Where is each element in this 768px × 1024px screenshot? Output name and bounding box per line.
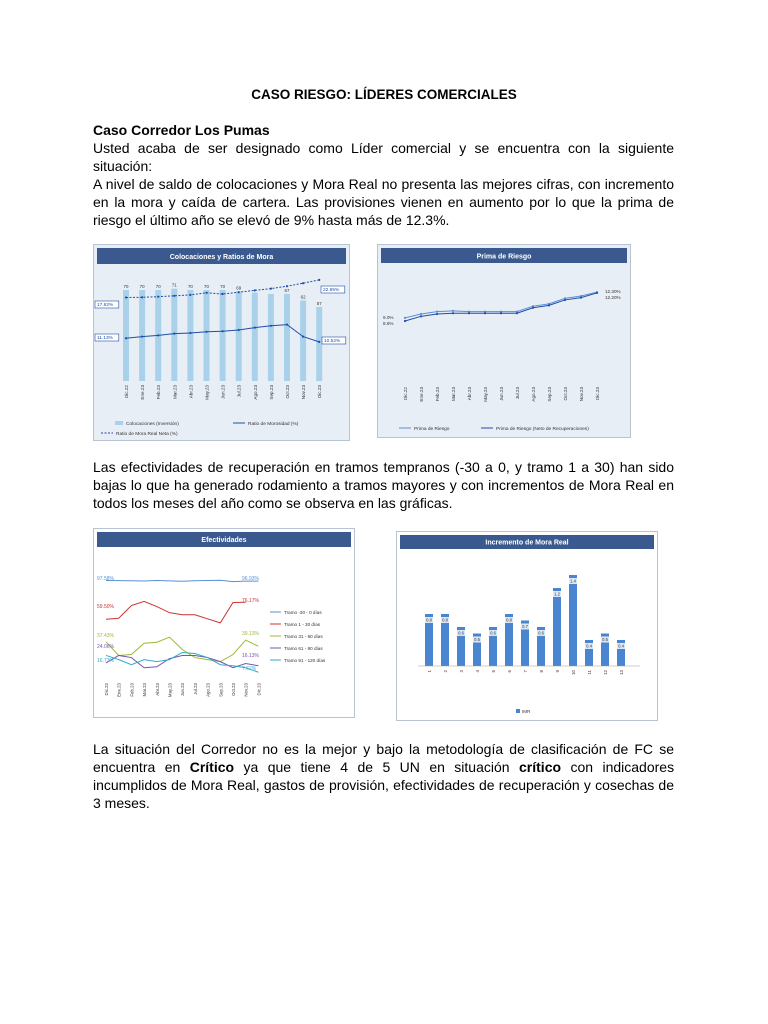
bar-value-label: 0.5 [602, 637, 608, 643]
x-tick-label: May.23 [204, 385, 210, 400]
point-mora-real [238, 291, 240, 293]
legend-morosidad: Ratio de Morosidad (%) [248, 422, 299, 427]
bar-colocaciones [316, 307, 322, 381]
x-tick-label: Jun.23 [220, 385, 226, 399]
point-morosidad [222, 330, 224, 332]
bar-colocaciones [300, 300, 306, 381]
point-morosidad [254, 327, 256, 329]
efectividades-chart [93, 528, 355, 718]
end-label-tramo: 16.13% [242, 653, 259, 659]
legend-imr-swatch [516, 709, 520, 713]
x-tick-label: 3 [459, 670, 464, 673]
section-heading: Caso Corredor Los Pumas [93, 122, 270, 138]
point-mora-real [254, 289, 256, 291]
x-tick-label: Jul.23 [192, 683, 198, 695]
x-tick-label: Mar.23 [142, 683, 148, 697]
point-mora-real [270, 288, 272, 290]
page-title: CASO RIESGO: LÍDERES COMERCIALES [251, 87, 517, 102]
point-prima [452, 312, 454, 314]
legend-tramo: Tramo 31 - 60 días [284, 633, 323, 639]
bar-value-label: 0.6 [490, 630, 496, 636]
x-tick-label: Jun.23 [499, 387, 504, 401]
x-tick-label: 10 [571, 670, 576, 675]
point-prima [516, 312, 518, 314]
bar-imr [569, 575, 577, 666]
x-tick-label: 1 [427, 670, 432, 673]
end-label-tramo: 39.13% [242, 631, 259, 637]
chart-title: Efectividades [201, 537, 247, 544]
chart-title: Incremento de Mora Real [485, 539, 569, 547]
point-prima [564, 299, 566, 301]
recovery-paragraph: Las efectividades de recuperación en tramos tempranos (-30 a 0, y tramo 1 a 30) han sido bajas lo que ha generado rodamiento a tramos mayores y con incrementos de Mora Real en todos los meses del año como se observa en las gráficas. [93, 459, 674, 511]
point-mora-real [205, 292, 207, 294]
point-prima [452, 310, 454, 312]
point-prima [484, 312, 486, 314]
bar-colocaciones [284, 294, 290, 381]
x-tick-label: 6 [507, 670, 512, 673]
x-tick-label: Dic.23 [317, 385, 323, 399]
x-tick-label: Oct.23 [285, 385, 290, 399]
bar-value-label: 0.7 [522, 624, 528, 630]
point-mora-real [157, 296, 159, 298]
start-label-tramo: 97.58% [97, 576, 114, 582]
bar-value-label: 70 [123, 284, 129, 289]
legend-prima: Prima de Riesgo [414, 427, 450, 432]
label-start-morosidad: 11.13% [97, 336, 113, 341]
bar-value-label: 0.8 [506, 617, 512, 623]
x-tick-label: Dic.23 [595, 387, 600, 401]
intro-paragraph [93, 139, 674, 229]
x-tick-label: Feb.23 [156, 385, 162, 400]
bar-colocaciones [187, 290, 193, 381]
intro-line-2: A nivel de saldo de colocaciones y Mora Real no presenta las mejores cifras, con incremento en la mora y caída de cartera. Las provisiones vienen en aumento por lo que la prima de riesgo el último año se elevó de 9% hasta más de 12.3%. [93, 176, 674, 228]
x-tick-label: Mar.23 [451, 387, 456, 402]
legend-colocaciones-swatch [115, 421, 123, 425]
chart-title: Colocaciones y Ratios de Mora [169, 254, 274, 261]
bar-imr [553, 588, 561, 666]
start-label-prima-neto: 8.6% [383, 321, 394, 326]
bar-value-label: 0.4 [618, 643, 624, 649]
bar-value-label: 0.6 [458, 630, 464, 636]
start-label-tramo: 59.50% [97, 604, 114, 610]
start-label-tramo: 16.73% [97, 658, 114, 664]
chart-title: Prima de Riesgo [476, 253, 532, 261]
point-mora-real [173, 295, 175, 297]
x-tick-label: Nov.23 [243, 683, 249, 697]
bar-value-label: 70 [155, 284, 161, 289]
x-tick-label: Abr.23 [154, 683, 160, 696]
end-label-tramo: 7.62% [242, 666, 257, 672]
point-morosidad [157, 334, 159, 336]
bar-colocaciones [123, 290, 129, 381]
x-tick-label: Abr.23 [467, 387, 472, 401]
prima-riesgo-chart [377, 244, 631, 438]
end-label-tramo: 76.17% [242, 598, 259, 604]
x-tick-label: Dic.22 [403, 387, 408, 401]
x-tick-label: Ene.23 [116, 683, 122, 697]
bar-colocaciones [252, 293, 258, 381]
x-tick-label: Dic.23 [256, 683, 262, 696]
x-tick-label: Dic.22 [104, 683, 109, 696]
conclusion-paragraph [93, 740, 674, 812]
bar-value-label: 1.4 [570, 578, 576, 584]
label-start-mora-real: 17.92% [97, 303, 114, 308]
bar-value-label: 70 [139, 284, 145, 289]
end-label-tramo: 96.93% [242, 576, 259, 582]
bar-value-label: 0.8 [426, 617, 432, 623]
point-mora-real [318, 279, 320, 281]
point-mora-real [125, 296, 127, 298]
bar-value-label: 71 [171, 282, 177, 288]
bar-value-label: 0.6 [538, 630, 544, 636]
bar-value-label: 0.5 [474, 637, 480, 643]
bar-value-label: 62 [300, 294, 306, 300]
x-tick-label: Nov.23 [579, 387, 584, 402]
start-label-prima: 9.0% [383, 315, 394, 320]
bar-value-label: 69 [236, 285, 242, 291]
x-tick-label: May.23 [167, 683, 173, 698]
intro-line-1: Usted acaba de ser designado como Líder comercial y se encuentra con la siguiente situación: [93, 140, 674, 174]
x-tick-label: Oct.23 [563, 387, 568, 401]
bar-value-label: 0.4 [586, 643, 592, 649]
point-prima [436, 313, 438, 315]
x-tick-label: Feb.23 [129, 683, 135, 697]
chart-frame [378, 245, 631, 438]
legend-mora-real: Ratio de Mora Real Neta (%) [116, 432, 178, 437]
point-prima [420, 315, 422, 317]
legend-tramo: Tramo 91 - 120 días [284, 657, 326, 663]
point-morosidad [141, 336, 143, 338]
x-tick-label: Ago.23 [252, 385, 258, 400]
colocaciones-chart [93, 244, 350, 441]
bar-colocaciones [236, 291, 242, 381]
point-morosidad [286, 324, 288, 326]
legend-imr: IMR [522, 709, 531, 714]
bar-value-label: 70 [204, 284, 209, 289]
bar-value-label: 1.2 [554, 591, 560, 597]
x-tick-label: Ene.23 [140, 385, 146, 400]
legend-tramo: Tramo 1 - 30 días [284, 621, 321, 627]
point-mora-real [189, 294, 191, 296]
bar-value-label: 70 [220, 284, 226, 289]
label-end-mora-real: 22.85% [323, 288, 340, 293]
x-tick-label: 11 [587, 670, 592, 675]
bar-colocaciones [204, 290, 210, 381]
label-end-morosidad: 10.52% [324, 339, 341, 344]
point-morosidad [189, 332, 191, 334]
point-mora-real [141, 296, 143, 298]
x-tick-label: Jun.23 [180, 683, 186, 697]
bar-value-label: 0.8 [442, 617, 448, 623]
x-tick-label: Sep.23 [268, 385, 274, 400]
point-morosidad [238, 329, 240, 331]
point-prima [404, 320, 406, 322]
x-tick-label: Feb.23 [435, 387, 440, 402]
point-morosidad [173, 333, 175, 335]
bar-value-label: 57 [316, 300, 322, 306]
conclusion-text-2: ya que tiene 4 de 5 UN en situación [243, 759, 510, 775]
point-prima [420, 313, 422, 315]
point-prima [436, 311, 438, 313]
point-prima [596, 292, 598, 294]
conclusion-text-1: La situación del Corredor no es la mejor y bajo la metodología de clasificación de FC se encuentra en [93, 741, 674, 775]
point-mora-real [222, 293, 224, 295]
x-tick-label: Ago.23 [205, 683, 211, 697]
point-prima [468, 312, 470, 314]
bar-colocaciones [268, 294, 274, 381]
x-tick-label: Dic.22 [124, 385, 129, 399]
point-mora-real [286, 285, 288, 287]
bar-colocaciones [220, 290, 226, 381]
start-label-tramo: 37.43% [97, 633, 114, 639]
x-tick-label: 5 [491, 670, 496, 673]
x-tick-label: Abr.23 [188, 385, 194, 399]
x-tick-label: Sep.23 [547, 387, 552, 402]
bar-value-label: 67 [284, 287, 290, 293]
end-label-prima-neto: 12.20% [605, 295, 621, 300]
point-morosidad [318, 341, 320, 343]
point-prima [532, 307, 534, 309]
point-morosidad [302, 336, 304, 338]
point-prima [404, 317, 406, 319]
point-prima [500, 312, 502, 314]
x-tick-label: Mar.23 [172, 385, 178, 400]
x-tick-label: Jul.23 [515, 387, 520, 400]
legend-tramo: Tramo 61 - 90 días [284, 645, 323, 651]
x-tick-label: Oct.23 [231, 683, 236, 696]
x-tick-label: 7 [523, 670, 528, 673]
legend-colocaciones: Colocaciones (Inversión) [126, 422, 179, 427]
incremento-mora-chart [396, 531, 658, 721]
end-label-prima: 12.30% [605, 289, 621, 294]
x-tick-label: 4 [475, 670, 480, 673]
conclusion-text-3: con indicadores incumplidos de Mora Real, gastos de provisión, efectividades de recuperación y cosechas de 3 meses. [93, 759, 675, 811]
x-tick-label: 2 [443, 670, 448, 673]
point-prima [548, 304, 550, 306]
point-prima [580, 297, 582, 299]
point-morosidad [205, 331, 207, 333]
critico-lower-emphasis: crítico [519, 759, 562, 775]
point-morosidad [125, 337, 127, 339]
x-tick-label: 9 [555, 670, 560, 673]
legend-prima-neto: Prima de Riesgo (Neto de Recuperaciones) [496, 427, 589, 432]
x-tick-label: Jul.23 [236, 385, 242, 398]
x-tick-label: 12 [603, 670, 608, 675]
x-tick-label: Sep.23 [218, 683, 224, 697]
point-mora-real [302, 282, 304, 284]
x-tick-label: 13 [619, 670, 624, 675]
x-tick-label: Ago.23 [531, 387, 536, 402]
legend-tramo: Tramo -30 - 0 días [284, 609, 322, 615]
x-tick-label: Nov.23 [301, 385, 307, 400]
bar-colocaciones [171, 289, 177, 381]
x-tick-label: Ene.23 [419, 387, 424, 402]
start-label-tramo: 24.06% [97, 644, 114, 650]
critico-emphasis: Crítico [189, 759, 235, 775]
bar-value-label: 70 [187, 284, 193, 289]
x-tick-label: May.23 [483, 387, 488, 402]
point-morosidad [270, 325, 272, 327]
x-tick-label: 8 [539, 670, 544, 673]
